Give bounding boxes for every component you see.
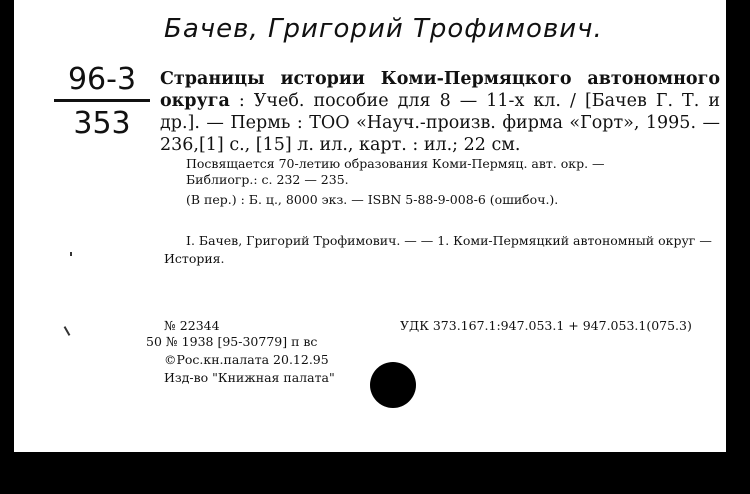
bibliographic-entry — [160, 68, 720, 156]
ink-blot — [370, 362, 416, 408]
record-line-2: 50 № 1938 [95-30779] п вс — [146, 334, 318, 349]
stray-mark — [64, 326, 71, 336]
udk-classification: УДК 373.167.1:947.053.1 + 947.053.1(075.3) — [400, 318, 692, 333]
shelf-mark-top: 96-3 — [54, 62, 150, 102]
record-line-4: Изд-во "Книжная палата" — [164, 370, 335, 385]
scan-border-left — [0, 0, 14, 494]
scan-border-bottom — [0, 452, 750, 494]
handwritten-author: Бачев, Григорий Трофимович. — [164, 14, 603, 44]
record-line-3: ©Рос.кн.палата 20.12.95 — [164, 352, 329, 367]
scan-border-right — [726, 0, 750, 494]
bibliography-note: Библиогр.: с. 232 — 235. — [186, 172, 349, 187]
dedication-note: Посвящается 70-летию образования Коми-Пермяц. авт. окр. — — [186, 156, 605, 171]
catalog-card — [14, 0, 726, 452]
shelf-mark-bottom: 353 — [73, 106, 131, 141]
shelf-mark — [54, 62, 150, 141]
entry-description: : Учеб. пособие для 8 — 11-х кл. / [Бачев Г. Т. и др.]. — Пермь : ТОО «Науч.-произв. фирма «Горт», 1995. — 236,[1] с., [15] л. ил., карт. : ил.; 22 см. — [160, 91, 720, 155]
subject-tracing: I. Бачев, Григорий Трофимович. — — 1. Коми-Пермяцкий автономный округ — История. — [164, 233, 712, 266]
price-isbn-note: (В пер.) : Б. ц., 8000 экз. — ISBN 5-88-9-008-6 (ошибоч.). — [186, 192, 559, 207]
stray-mark — [70, 252, 72, 256]
book-title: Страницы истории Коми-Пермяцкого автономного округа — [160, 69, 720, 111]
record-number: № 22344 — [164, 318, 220, 333]
